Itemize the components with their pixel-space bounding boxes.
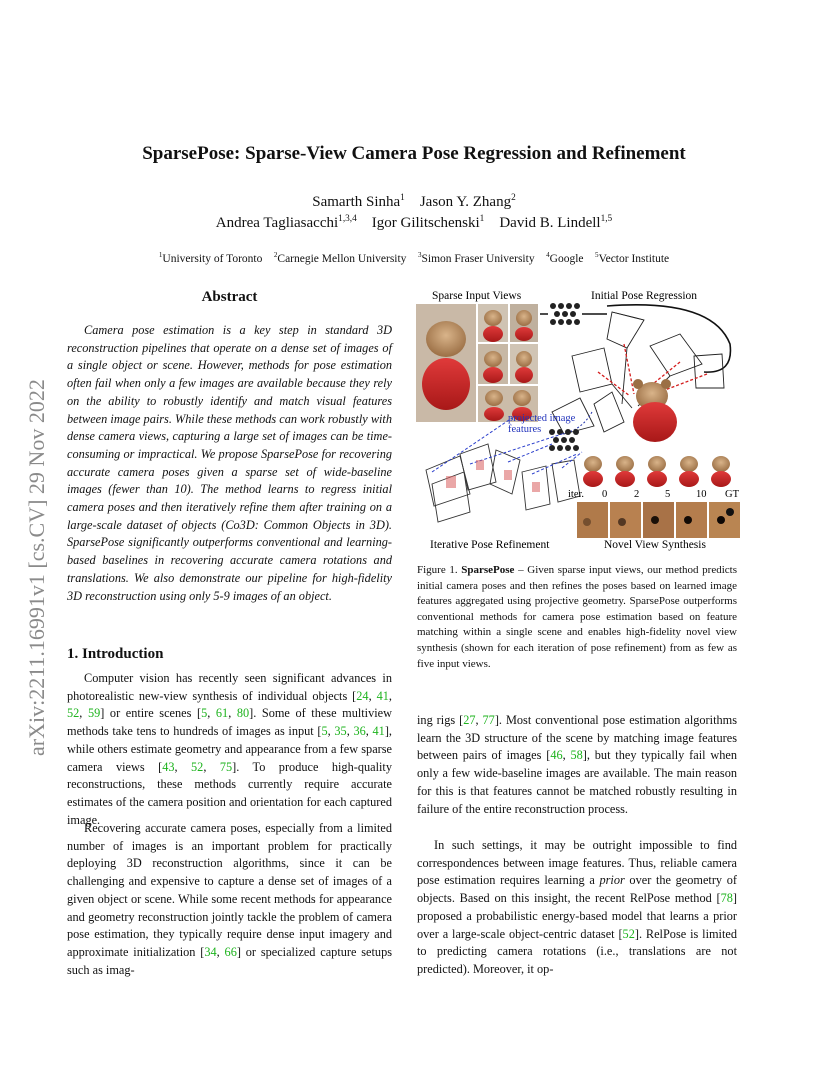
affil-name: University of Toronto [162,252,263,265]
citation-link[interactable]: 35 [334,724,347,739]
author-affil-sup: 1 [400,193,405,203]
right-paragraph-2: In such settings, it may be outright impossible to find correspondences between image features. Thus, reliable camera pose estimation requires learning a prior over the geometry of objects. Based on this insight, the recent RelPose method [78] proposed a probabilistic energy-based model that learns a prior over a large-scale object-centric dataset [52]. RelPose is limited to predicting camera rotations (i.e., translations are not predicted). Moreover, it op- [417,838,737,976]
right-paragraph-1: ing rigs [27, 77]. Most conventional pose estimation algorithms learn the 3D structure of the scene by matching image features between pairs of images [46, 58], but they typically fail when only a few wide-baseline images are available. The main reason for this is that features cannot be matched robustly resulting in failure of the entire reconstruction process. [417,713,737,816]
citation-link[interactable]: 46 [550,748,563,763]
citation-link[interactable]: 59 [87,706,101,721]
iter-value: 5 [665,489,671,500]
label-sparse-input: Sparse Input Views [432,290,522,302]
citation-link[interactable]: 77 [482,713,495,727]
citation-link[interactable]: 52 [67,706,80,721]
citation-link[interactable]: 58 [570,748,583,763]
novel-view-thumbnails [583,456,731,487]
iter-value: GT [725,489,739,500]
authors-line-1 [60,193,768,211]
author-name: David B. Lindell [499,215,601,231]
label-iterative-refinement: Iterative Pose Refinement [430,539,550,551]
emphasis: prior [599,873,625,888]
citation-link[interactable]: 41 [372,724,385,739]
citation-link[interactable]: 24 [356,688,369,703]
caption-text: – Given sparse input views, our method predicts initial camera poses and then refines the poses based on learned image features aggregated using projective geometry. SparsePose outperforms conventional methods for camera pose estimation based on feature matching within a single scene and enables high-fidelity novel view synthesis (shown for each iteration of pose refinement) from as few as five input views. [417,564,737,670]
citation-link[interactable]: 66 [224,944,237,959]
abstract-text: Camera pose estimation is a key step in standard 3D reconstruction pipelines that operate on a dense set of images of a single object or scene. However, methods for pose estimation often fail when only a few images are available because they rely on the ability to robustly identify and match visual features between image pairs. While these methods can work robustly with dense camera views, capturing a large set of images can be time-consuming or impractical. We propose SparsePose for recovering accurate camera poses given a sparse set of wide-baseline images (fewer than 10). The method learns to regress initial camera poses and then iteratively refine them after training on a large-scale dataset of objects (Co3D: Common Objects in 3D). SparsePose significantly outperforms conventional and learning-based baselines in recovering accurate camera rotations and translations. We also demonstrate our pipeline for high-fidelity 3D reconstruction using only 5-9 images of an object. [67,323,392,603]
label-novel-view: Novel View Synthesis [604,539,706,551]
citation-link[interactable]: 78 [720,891,733,906]
citation-link[interactable]: 36 [353,724,366,739]
sparse-input-views [416,304,538,422]
affil-sup: 5 [595,251,599,259]
citation-link[interactable]: 52 [622,926,635,941]
label-projected-line-2: features [508,424,542,435]
author-name: Igor Gilitschenski [371,215,480,231]
affil-name: Simon Fraser University [421,252,535,265]
author-affil-sup: 1,5 [600,214,613,224]
intro-heading: 1. Introduction [67,646,164,662]
citation-link[interactable]: 41 [376,688,389,703]
paper-title: SparsePose: Sparse-View Camera Pose Regression and Refinement [142,143,686,164]
affil-sup: 1 [158,251,163,259]
network-icon-middle [549,429,579,451]
affil-sup: 2 [273,251,278,259]
novel-view-crops [577,502,740,538]
author-name: Jason Y. Zhang [419,194,512,210]
author-affil-sup: 2 [511,193,516,203]
citation-link[interactable]: 27 [463,713,476,727]
iter-value: 2 [634,489,640,500]
figure-1 [412,284,742,554]
citation-link[interactable]: 5 [201,706,208,721]
network-icon-top [550,303,580,325]
label-projected-line-1: projected image [508,413,576,424]
abstract-heading: Abstract [201,289,258,305]
label-initial-pose: Initial Pose Regression [591,290,698,302]
citation-link[interactable]: 34 [204,944,217,959]
iter-value: 10 [696,489,707,500]
citation-link[interactable]: 80 [236,706,250,721]
figure-caption [417,563,737,672]
caption-prefix: Figure 1. [417,564,458,576]
intro-paragraph-1: Computer vision has recently seen significant advances in photorealistic new-view synthesis of individual objects [24, 41, 52, 59] or entire scenes [5, 61, 80]. Some of these multiview methods take tens to hundreds of images as input [5, 35, 36, 41], while others estimate geometry and appearance from a few sparse camera views [43, 52, 75]. To produce high-quality reconstructions, these methods currently require accurate estimates of the camera position and orientation for each captured image. [67,671,392,827]
citation-link[interactable]: 61 [215,706,229,721]
citation-link[interactable]: 43 [162,759,175,774]
intro-paragraph-2: Recovering accurate camera poses, especially from a limited number of images is an important problem for practically deploying 3D reconstruction algorithms, since it can be challenging and expensive to capture a dense set of images of a given object or scene. While some recent methods for appearance and geometry reconstruction jointly tackle the problem of camera pose estimation, they typically require dense input imagery and approximate initialization [34, 66] or specialized capture setups such as imag- [67,821,392,977]
iter-label: iter. [568,489,585,500]
citation-link[interactable]: 5 [321,724,328,739]
citation-link[interactable]: 52 [191,759,204,774]
iter-values [602,489,740,500]
affil-sup: 3 [417,251,422,259]
caption-bold: SparsePose [461,564,515,576]
figure-1-graphic [412,284,742,554]
affil-name: Vector Institute [598,252,670,265]
authors-line-2 [60,214,768,232]
affiliations [60,251,768,265]
author-name: Andrea Tagliasacchi [215,215,339,231]
citation-link[interactable]: 75 [219,759,233,774]
author-name: Samarth Sinha [312,194,401,210]
author-affil-sup: 1 [479,214,485,224]
affil-name: Google [549,252,584,265]
author-affil-sup: 1,3,4 [338,214,357,224]
affil-name: Carnegie Mellon University [277,252,407,265]
arxiv-id: arXiv:2211.16991v1 [cs.CV] 29 Nov 2022 [24,379,49,756]
arxiv-stamp [10,268,60,768]
affil-sup: 4 [546,251,550,259]
iter-value: 0 [602,489,608,500]
